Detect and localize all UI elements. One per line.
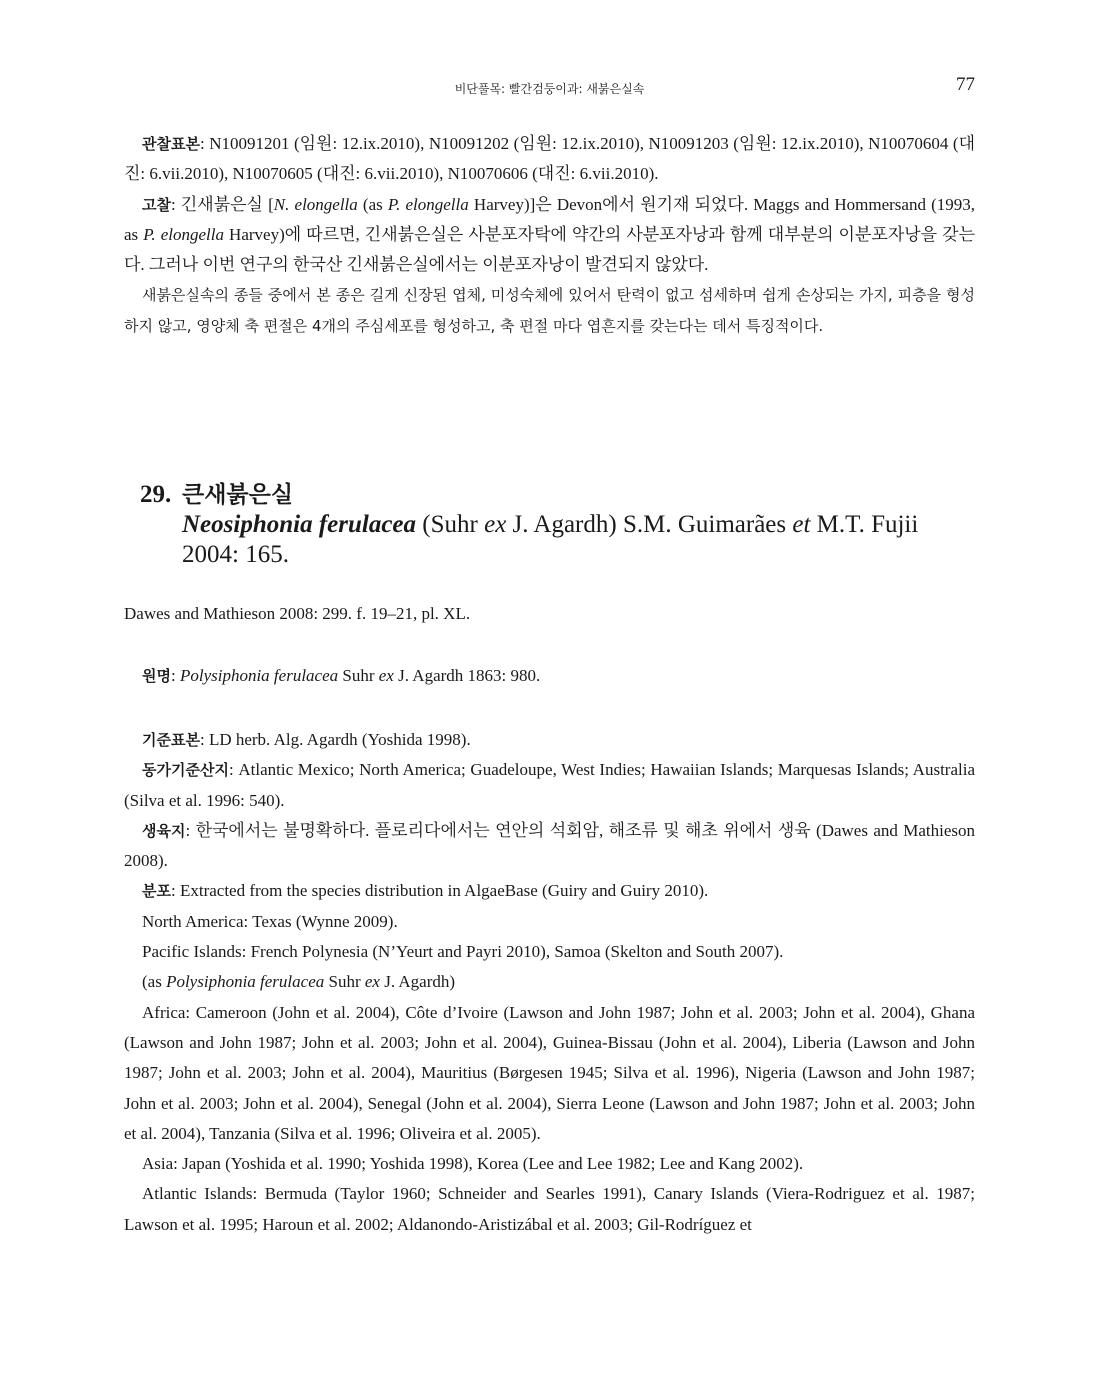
syntype-text: : Atlantic Mexico; North America; Guadeloupe, West Indies; Hawaiian Islands; Marquesas Islands; Australia (Silva et al. 1996: 540). bbox=[124, 760, 975, 810]
original-name-line bbox=[142, 665, 975, 686]
synonym-note-text: Suhr bbox=[324, 972, 365, 992]
type-paragraph bbox=[124, 725, 975, 755]
species-author: (Suhr bbox=[416, 511, 485, 538]
habitat-paragraph bbox=[124, 816, 975, 877]
species-author: J. Agardh) S.M. Guimarães bbox=[506, 511, 793, 538]
remarks-text: Harvey)에 따르면, 긴새붉은실은 사분포자탁에 약간의 사분포자낭과 함께 대부분의 이분포자낭을 갖는다. 그러나 이번 연구의 한국산 긴새붉은실에서는 이분포자낭이 발견되지 않았다. bbox=[124, 224, 975, 275]
synonym-note-text: J. Agardh) bbox=[379, 972, 456, 992]
page-number: 77 bbox=[956, 74, 975, 95]
species-author-ex: ex bbox=[484, 511, 507, 538]
asia-paragraph: Asia: Japan (Yoshida et al. 1990; Yoshida 1998), Korea (Lee and Lee 1982; Lee and Kang 2002). bbox=[142, 1154, 804, 1174]
type-label: 기준표본 bbox=[142, 731, 200, 749]
original-name-taxon: Polysiphonia ferulacea bbox=[179, 666, 339, 685]
remarks-label: 고찰 bbox=[142, 195, 171, 214]
remarks-taxon: P. elongella bbox=[143, 224, 224, 244]
specimens-paragraph bbox=[124, 129, 975, 190]
remarks-text: : 긴새붉은실 [ bbox=[170, 194, 274, 214]
remarks-taxon: N. elongella bbox=[273, 194, 358, 214]
original-name-label: 원명 bbox=[142, 667, 171, 685]
page-header bbox=[124, 74, 975, 100]
section-species-details bbox=[124, 725, 975, 1240]
original-name-author: J. Agardh 1863: 980. bbox=[393, 666, 541, 685]
habitat-label: 생육지 bbox=[142, 821, 186, 840]
remarks-taxon: P. elongella bbox=[387, 194, 469, 214]
species-binomial: Neosiphonia ferulacea bbox=[182, 511, 417, 538]
north-america-paragraph: North America: Texas (Wynne 2009). bbox=[142, 911, 398, 931]
species-korean-name: 큰새붉은실 bbox=[182, 482, 294, 508]
habitat-text: : 한국에서는 불명확하다. 플로리다에서는 연안의 석회암, 해조류 및 해초 위에서 생육 (Dawes and Mathieson 2008). bbox=[124, 820, 975, 871]
type-text: : LD herb. Alg. Agardh (Yoshida 1998). bbox=[199, 730, 471, 749]
specimens-label: 관찰표본 bbox=[142, 135, 200, 153]
species-heading bbox=[140, 480, 975, 570]
specimens-text: : N10091201 (임원: 12.ix.2010), N10091202 (임원: 12.ix.2010), N10091203 (임원: 12.ix.2010), N10070604 (대진: 6.vii.2010), N10070605 (대진: 6.vii.2010), N10070606 (대진: 6.vii.2010). bbox=[124, 134, 975, 184]
pacific-paragraph: Pacific Islands: French Polynesia (N’Yeurt and Payri 2010), Samoa (Skelton and South 2007). bbox=[142, 942, 784, 962]
distribution-text: : Extracted from the species distribution in AlgaeBase (Guiry and Guiry 2010). bbox=[170, 881, 709, 901]
remarks-paragraph bbox=[124, 190, 975, 281]
synonym-note-ex: ex bbox=[364, 972, 380, 992]
species-number: 29. bbox=[140, 481, 172, 508]
original-name-author: Suhr bbox=[338, 666, 379, 685]
section-previous-species bbox=[124, 129, 975, 341]
running-title: 비단풀목: 빨간검둥이과: 새붉은실속 bbox=[454, 82, 645, 96]
syntype-paragraph bbox=[124, 755, 975, 816]
reference-line: Dawes and Mathieson 2008: 299. f. 19–21, pl. XL. bbox=[124, 604, 471, 623]
synonym-note bbox=[124, 967, 975, 997]
distribution-label: 분포 bbox=[142, 882, 171, 901]
species-author: M.T. Fujii 2004: 165. bbox=[182, 511, 919, 568]
original-name-colon: : bbox=[170, 666, 180, 685]
species-author-et: et bbox=[792, 511, 811, 538]
species-scientific-name bbox=[182, 510, 975, 570]
original-name-ex: ex bbox=[378, 666, 394, 685]
remarks-text: Harvey)]은 Devon에서 원기재 되었다. Maggs and Hommersand (1993, as bbox=[124, 194, 975, 244]
distribution-paragraph bbox=[124, 876, 975, 906]
atlantic-paragraph: Atlantic Islands: Bermuda (Taylor 1960; Schneider and Searles 1991), Canary Islands (Viera-Rodriguez et al. 1987; Lawson et al. 1995; Haroun et al. 2002; Aldanondo-Aristizábal et al. 2003; Gil-Rodríguez et bbox=[124, 1184, 975, 1234]
synonym-note-taxon: Polysiphonia ferulacea bbox=[166, 972, 325, 992]
remarks-text: (as bbox=[357, 194, 388, 214]
species-title-line bbox=[140, 480, 975, 510]
africa-paragraph: Africa: Cameroon (John et al. 2004), Côte d’Ivoire (Lawson and John 1987; John et al. 2003; John et al. 2004), Ghana (Lawson and John 1987; John et al. 2003; John et al. 2004), Guinea-Bissau (John et al. 2004), Liberia (Lawson and John 1987; John et al. 2003; John et al. 2004), Mauritius (Børgesen 1945; Silva et al. 1996), Nigeria (Lawson and John 1987; John et al. 2003; John et al. 2004), Senegal (John et al. 2004), Sierra Leone (Lawson and John 1987; John et al. 2003; John et al. 2004), Tanzania (Silva et al. 1996; Oliveira et al. 2005). bbox=[124, 1002, 975, 1143]
synonym-note-text: (as bbox=[142, 972, 167, 992]
syntype-label: 동가기준산지 bbox=[142, 761, 229, 780]
diagnosis-paragraph: 새붉은실속의 종들 중에서 본 종은 길게 신장된 엽체, 미성숙체에 있어서 탄력이 없고 섬세하며 쉽게 손상되는 가지, 피층을 형성하지 않고, 영양체 축 편절은 4개의 주심세포를 형성하고, 축 편절 마다 엽흔지를 갖는다는 데서 특징적이다. bbox=[124, 286, 975, 335]
